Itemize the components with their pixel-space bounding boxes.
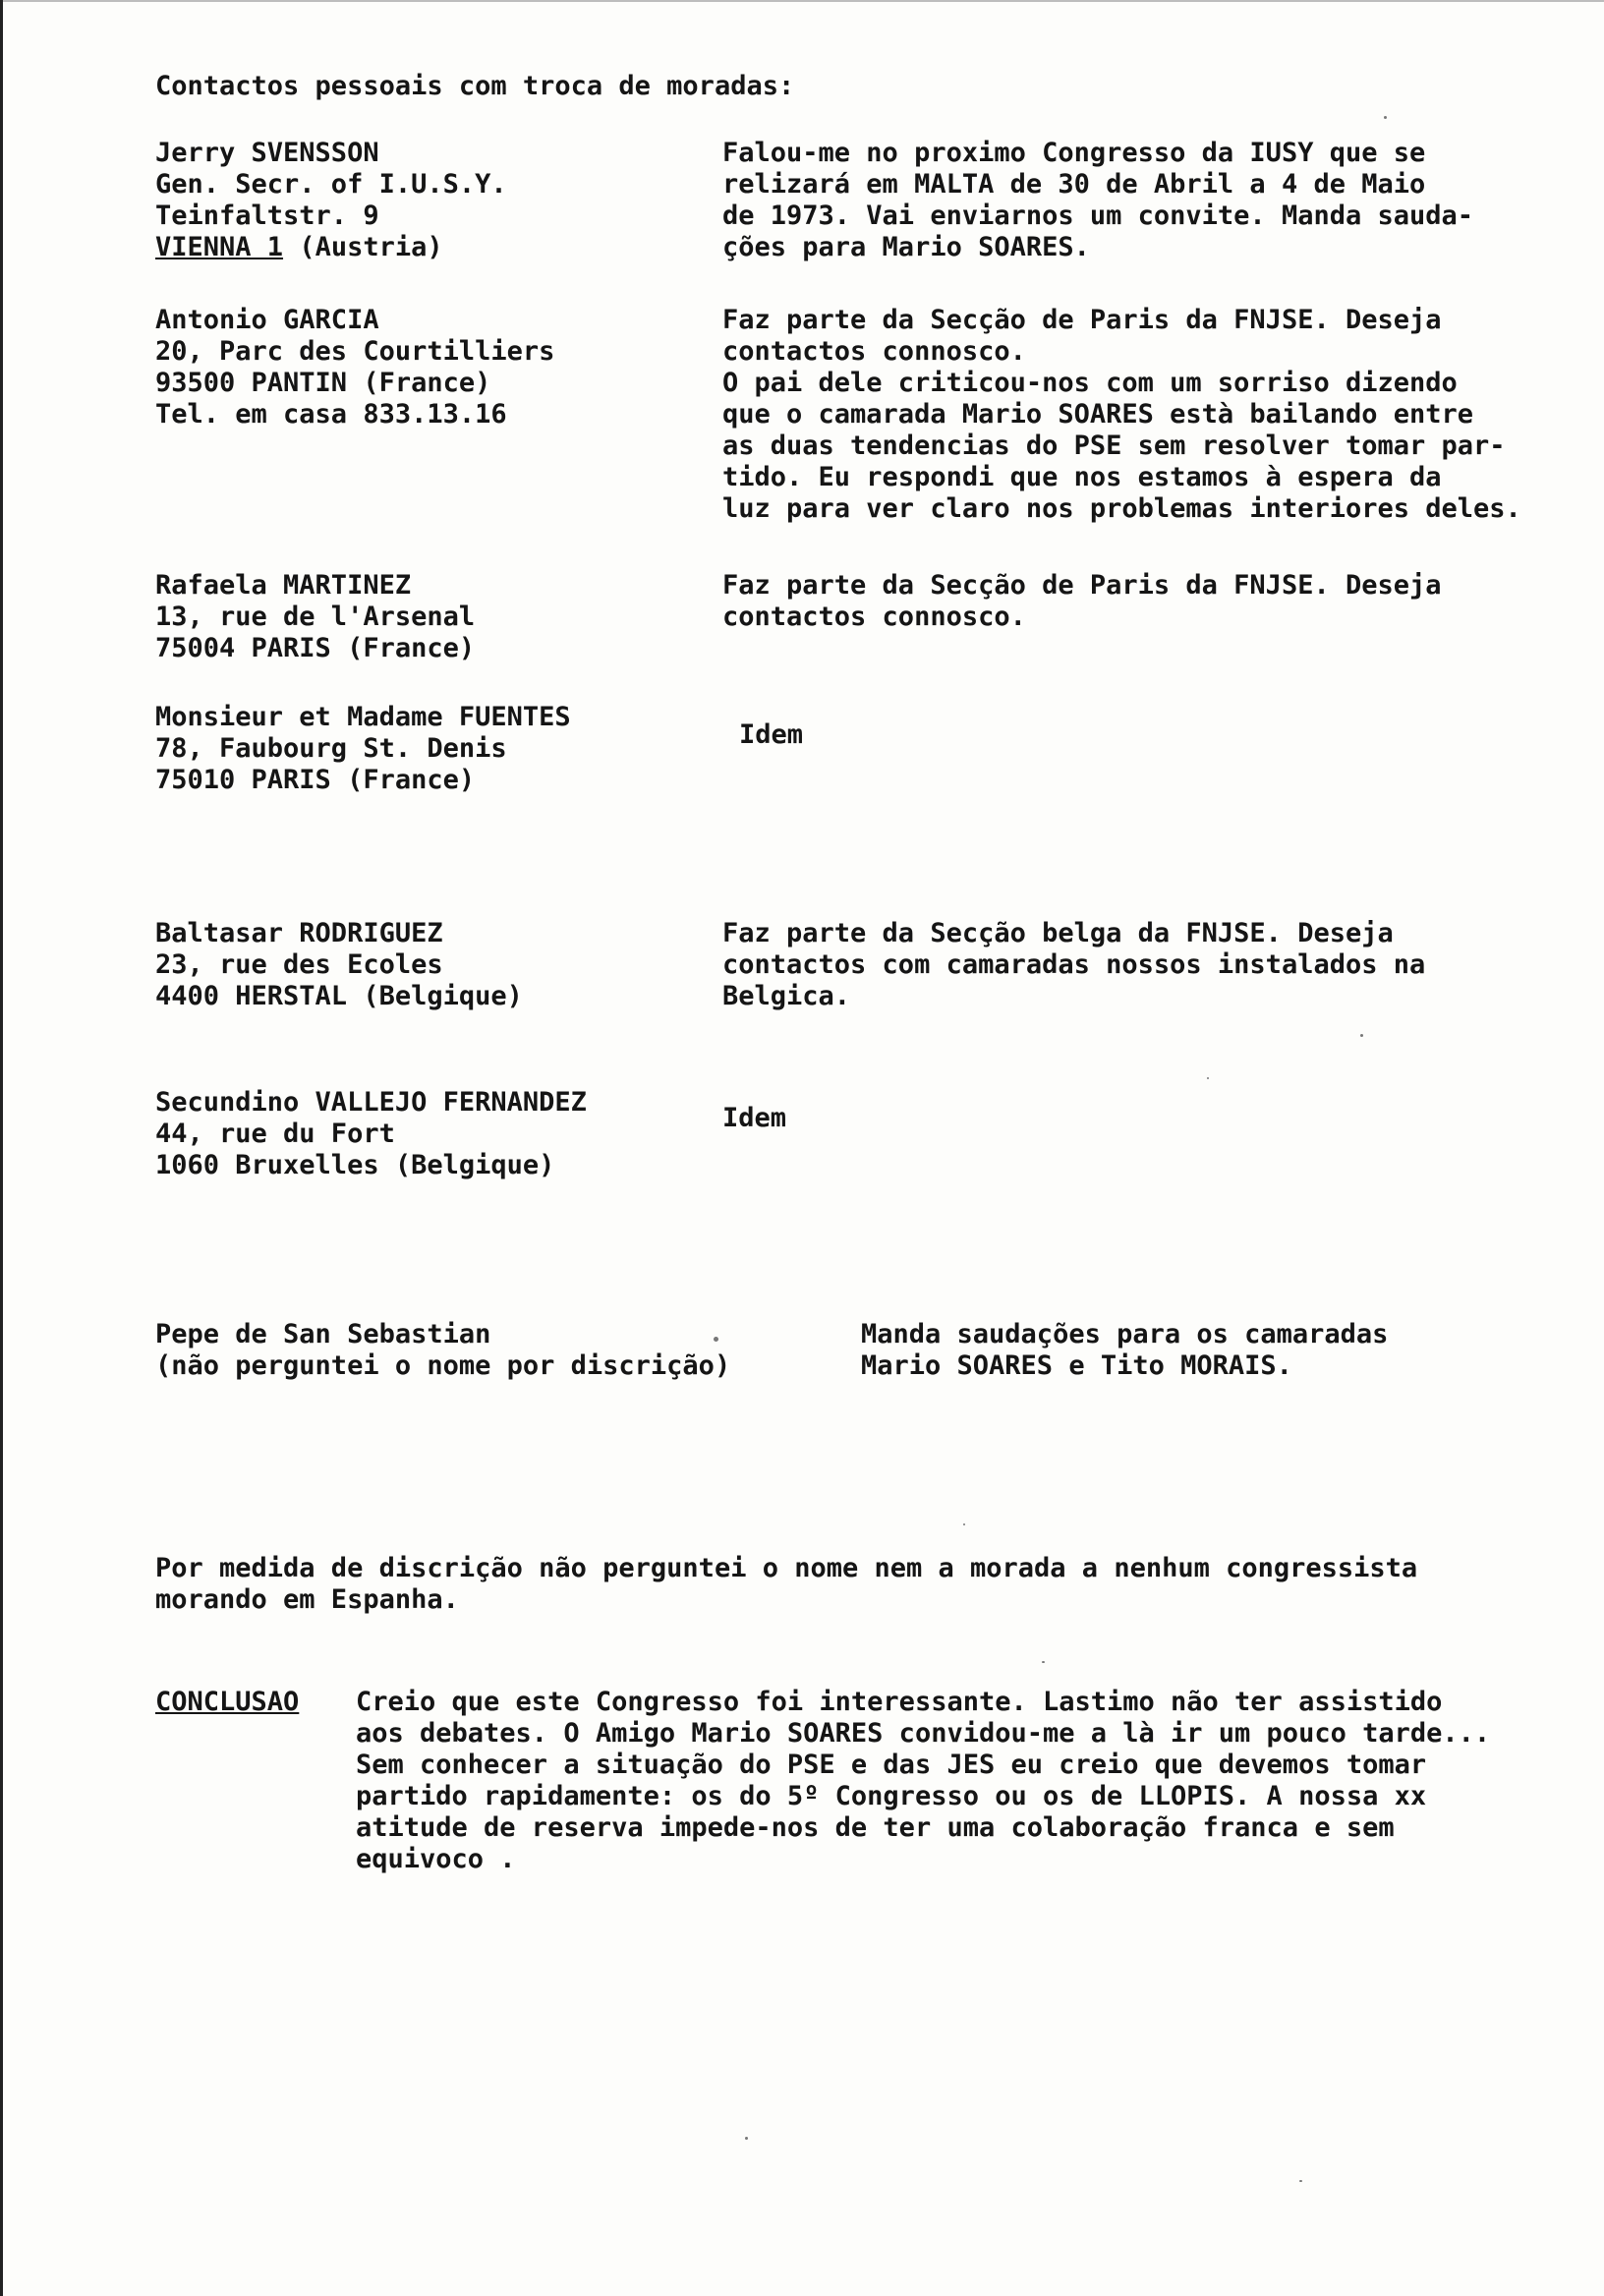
scan-speck bbox=[745, 2137, 748, 2140]
address-line: Teinfaltstr. 9 bbox=[155, 201, 379, 231]
contact-vallejo-note bbox=[722, 1103, 1568, 1134]
note-line: Idem bbox=[722, 1103, 787, 1133]
contact-garcia-address bbox=[155, 305, 745, 430]
page-top-edge bbox=[0, 0, 1604, 2]
contact-fuentes-address bbox=[155, 702, 745, 796]
city-underlined: VIENNA 1 bbox=[155, 232, 284, 262]
address-line: Pepe de San Sebastian bbox=[155, 1319, 491, 1349]
contact-pepe-address bbox=[155, 1319, 843, 1382]
scan-speck bbox=[1042, 1661, 1045, 1663]
discretion-paragraph bbox=[155, 1553, 1417, 1616]
address-line: Baltasar RODRIGUEZ bbox=[155, 918, 443, 948]
note-line: O pai dele criticou-nos com um sorriso dizendo bbox=[722, 368, 1458, 398]
conclusion-label: CONCLUSAO bbox=[155, 1687, 300, 1717]
address-line: Antonio GARCIA bbox=[155, 305, 379, 335]
contact-pepe-note bbox=[861, 1319, 1569, 1382]
note-line: Faz parte da Secção belga da FNJSE. Deseja bbox=[722, 918, 1394, 948]
contact-fuentes-note bbox=[739, 719, 1584, 751]
paragraph-line: Por medida de discrição não perguntei o nome nem a morada a nenhum congressista bbox=[155, 1553, 1418, 1583]
contact-svensson-note bbox=[722, 138, 1568, 263]
scan-speck bbox=[1207, 1077, 1209, 1079]
scan-speck bbox=[963, 1523, 965, 1525]
address-line: Rafaela MARTINEZ bbox=[155, 570, 412, 601]
contact-martinez-address bbox=[155, 570, 745, 664]
note-line: de 1973. Vai enviarnos um convite. Manda sauda- bbox=[722, 201, 1474, 231]
address-line: Tel. em casa 833.13.16 bbox=[155, 399, 507, 430]
address-line: Monsieur et Madame FUENTES bbox=[155, 702, 571, 732]
note-line: contactos connosco. bbox=[722, 336, 1026, 367]
address-line: Gen. Secr. of I.U.S.Y. bbox=[155, 169, 507, 200]
note-line: contactos com camaradas nossos instalados na bbox=[722, 949, 1426, 980]
note-line: as duas tendencias do PSE sem resolver tomar par- bbox=[722, 430, 1506, 461]
paragraph-line: morando em Espanha. bbox=[155, 1584, 459, 1615]
address-line: Jerry SVENSSON bbox=[155, 138, 379, 168]
note-line: Falou-me no proximo Congresso da IUSY que se bbox=[722, 138, 1426, 168]
note-line: Idem bbox=[739, 719, 804, 750]
address-line: 75010 PARIS (France) bbox=[155, 765, 476, 795]
address-line: 44, rue du Fort bbox=[155, 1119, 395, 1149]
address-line: 20, Parc des Courtilliers bbox=[155, 336, 555, 367]
note-line: Faz parte da Secção de Paris da FNJSE. Deseja bbox=[722, 305, 1442, 335]
contact-rodriguez-note bbox=[722, 918, 1568, 1012]
address-line: 93500 PANTIN (France) bbox=[155, 368, 491, 398]
scan-speck bbox=[714, 1337, 718, 1342]
contact-martinez-note bbox=[722, 570, 1568, 633]
scan-speck bbox=[1360, 1034, 1363, 1037]
address-line: (não perguntei o nome por discrição) bbox=[155, 1350, 731, 1381]
section-heading: Contactos pessoais com troca de moradas: bbox=[155, 71, 795, 101]
note-line: que o camarada Mario SOARES està bailando entre bbox=[722, 399, 1474, 430]
contact-vallejo-address bbox=[155, 1087, 745, 1181]
note-line: Belgica. bbox=[722, 981, 851, 1011]
note-line: tido. Eu respondi que nos estamos à espera da bbox=[722, 462, 1442, 492]
conclusion-line: partido rapidamente: os do 5º Congresso ou os de LLOPIS. A nossa xx bbox=[356, 1781, 1427, 1811]
conclusion-line: Sem conhecer a situação do PSE e das JES eu creio que devemos tomar bbox=[356, 1750, 1427, 1780]
note-line: luz para ver claro nos problemas interiores deles. bbox=[722, 493, 1521, 524]
scan-speck bbox=[1384, 116, 1387, 119]
address-line: Secundino VALLEJO FERNANDEZ bbox=[155, 1087, 587, 1118]
conclusion-line: atitude de reserva impede-nos de ter uma colaboração franca e sem bbox=[356, 1812, 1395, 1843]
address-line: 78, Faubourg St. Denis bbox=[155, 733, 507, 764]
note-line: Mario SOARES e Tito MORAIS. bbox=[861, 1350, 1292, 1381]
scan-speck bbox=[1299, 2180, 1302, 2182]
conclusion-line: aos debates. O Amigo Mario SOARES convidou-me a là ir um pouco tarde... bbox=[356, 1718, 1491, 1749]
note-line: Manda saudações para os camaradas bbox=[861, 1319, 1389, 1349]
note-line: contactos connosco. bbox=[722, 602, 1026, 632]
address-line: 23, rue des Ecoles bbox=[155, 949, 443, 980]
note-line: relizará em MALTA de 30 de Abril a 4 de Maio bbox=[722, 169, 1426, 200]
address-line: 1060 Bruxelles (Belgique) bbox=[155, 1150, 555, 1180]
address-line bbox=[155, 232, 745, 263]
page-left-edge bbox=[0, 0, 3, 2296]
contact-svensson-address bbox=[155, 138, 745, 263]
address-line: 75004 PARIS (France) bbox=[155, 633, 476, 663]
address-line: 13, rue de l'Arsenal bbox=[155, 602, 476, 632]
conclusion-line: Creio que este Congresso foi interessante. Lastimo não ter assistido bbox=[356, 1687, 1443, 1717]
contact-rodriguez-address bbox=[155, 918, 745, 1012]
conclusion-text bbox=[356, 1687, 1490, 1875]
address-line: 4400 HERSTAL (Belgique) bbox=[155, 981, 523, 1011]
country: (Austria) bbox=[299, 232, 443, 262]
conclusion-line: equivoco . bbox=[356, 1844, 516, 1874]
contact-garcia-note bbox=[722, 305, 1568, 525]
note-line: ções para Mario SOARES. bbox=[722, 232, 1090, 262]
note-line: Faz parte da Secção de Paris da FNJSE. Deseja bbox=[722, 570, 1442, 601]
